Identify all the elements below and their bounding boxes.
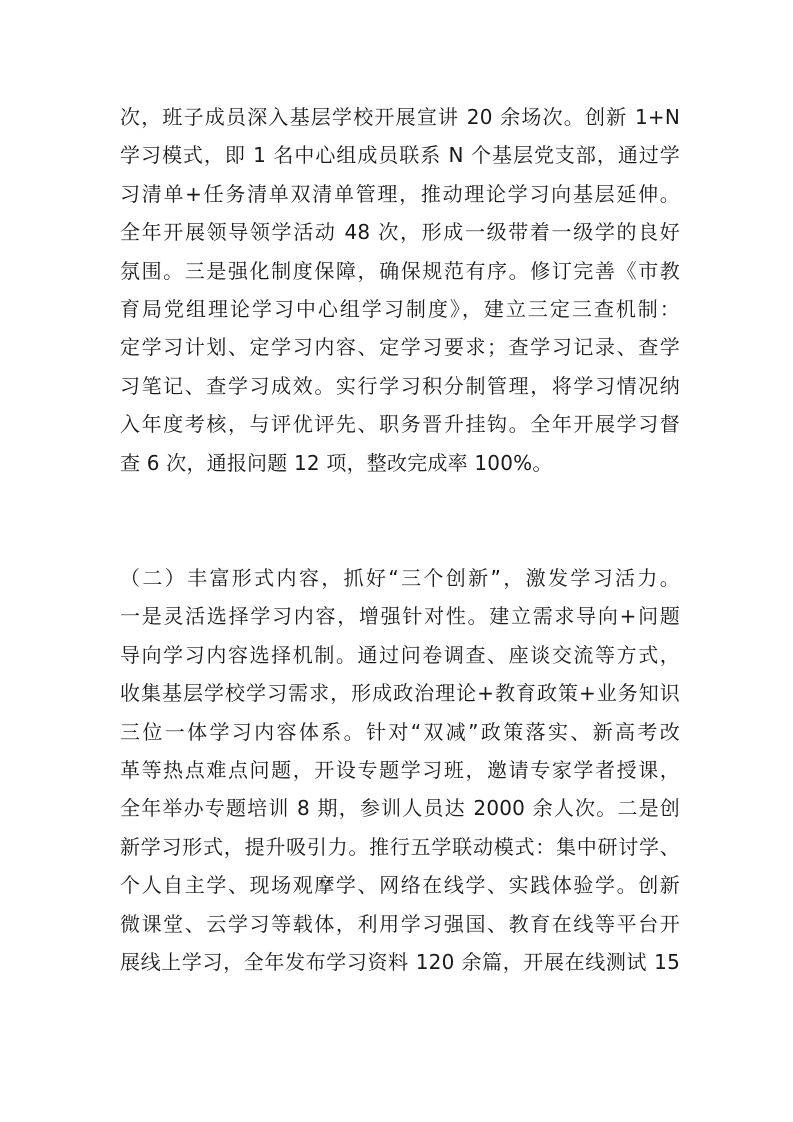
text-line: 个人自主学、现场观摩学、网络在线学、实践体验学。创新: [120, 873, 680, 898]
text-line: 一是灵活选择学习内容，增强针对性。建立需求导向+问题: [120, 604, 680, 629]
text-line: 微课堂、云学习等载体，利用学习强国、教育在线等平台开: [120, 911, 680, 936]
text-line: 查 6 次，通报问题 12 项，整改完成率 100%。: [120, 450, 553, 475]
text-line: 次，班子成员深入基层学校开展宣讲 20 余场次。创新 1+N: [120, 105, 680, 129]
text-line: 导向学习内容选择机制。通过问卷调查、座谈交流等方式，: [120, 642, 680, 667]
paragraph-institution-guarantee: [120, 98, 680, 482]
text-line: 全年开展领导领学活动 48 次，形成一级带着一级学的良好: [120, 220, 680, 245]
text-line: 习清单+任务清单双清单管理，推动理论学习向基层延伸。: [120, 181, 680, 206]
text-line: 新学习形式，提升吸引力。推行五学联动模式：集中研讨学、: [120, 834, 680, 859]
text-line: 三位一体学习内容体系。针对“双减”政策落实、新高考改: [120, 719, 680, 744]
text-line: 习笔记、查学习成效。实行学习积分制管理，将学习情况纳: [120, 373, 680, 398]
text-line: 革等热点难点问题，开设专题学习班，邀请专家学者授课，: [120, 757, 680, 782]
paragraph-section-two: [120, 559, 680, 981]
text-line: 育局党组理论学习中心组学习制度》，建立三定三查机制：: [120, 296, 680, 321]
text-line: 收集基层学校学习需求，形成政治理论+教育政策+业务知识: [120, 681, 680, 706]
text-line: 入年度考核，与评优评先、职务晋升挂钩。全年开展学习督: [120, 412, 680, 437]
text-line: 学习模式，即 1 名中心组成员联系 N 个基层党支部，通过学: [120, 143, 680, 168]
text-line: 定学习计划、定学习内容、定学习要求；查学习记录、查学: [120, 335, 680, 360]
text-line: 全年举办专题培训 8 期，参训人员达 2000 余人次。二是创: [120, 796, 680, 821]
section-heading-line: （二）丰富形式内容，抓好“三个创新”，激发学习活力。: [120, 566, 680, 590]
text-line: 展线上学习，全年发布学习资料 120 余篇，开展在线测试 15: [120, 949, 680, 974]
text-line: 氛围。三是强化制度保障，确保规范有序。修订完善《市教: [120, 258, 680, 283]
